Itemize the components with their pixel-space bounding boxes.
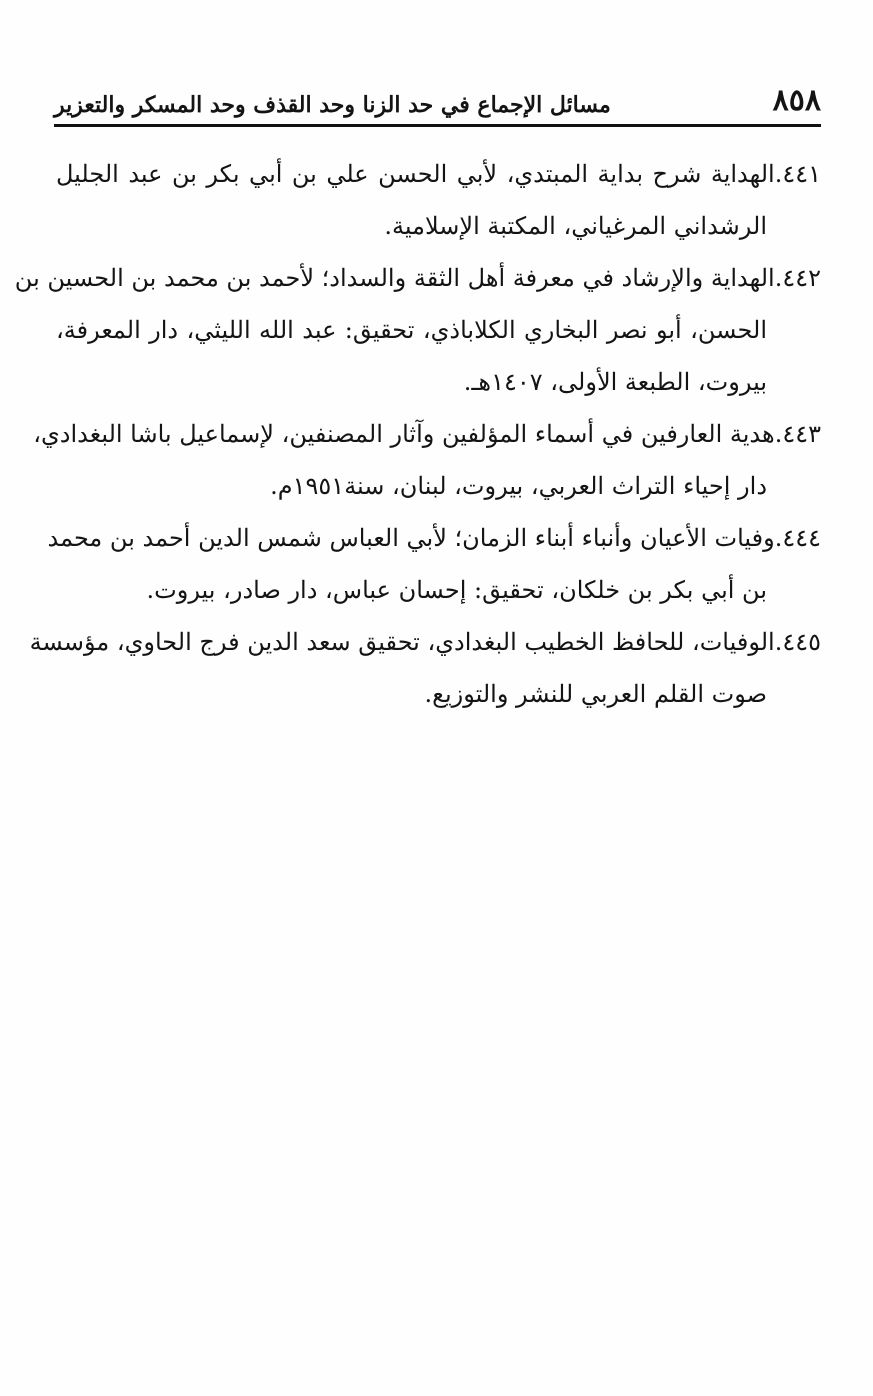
entry-line: صوت القلم العربي للنشر والتوزيع.: [424, 680, 767, 708]
bibliography-entry-441: [56, 148, 821, 252]
bibliography-entry-444: [47, 512, 821, 616]
bibliography-list: [14, 148, 821, 720]
entry-line: ٤٤١.الهداية شرح بداية المبتدي، لأبي الحسن علي بن أبي بكر بن عبد الجليل: [56, 160, 821, 188]
entry-line: بن أبي بكر بن خلكان، تحقيق: إحسان عباس، دار صادر، بيروت.: [146, 576, 767, 604]
page-number: ٨٥٨: [772, 83, 821, 118]
bibliography-entry-442: [14, 252, 821, 408]
bibliography-entry-443: [33, 408, 821, 512]
entry-line: ٤٤٣.هدية العارفين في أسماء المؤلفين وآثار المصنفين، لإسماعيل باشا البغدادي،: [33, 420, 821, 448]
entry-line: الرشداني المرغياني، المكتبة الإسلامية.: [384, 212, 767, 240]
page-header: [54, 80, 821, 124]
entry-line: ٤٤٥.الوفيات، للحافظ الخطيب البغدادي، تحقيق سعد الدين فرج الحاوي، مؤسسة: [29, 628, 821, 656]
entry-line: الحسن، أبو نصر البخاري الكلاباذي، تحقيق: عبد الله الليثي، دار المعرفة،: [56, 316, 767, 344]
running-title: مسائل الإجماع في حد الزنا وحد القذف وحد المسكر والتعزير: [54, 92, 611, 118]
header-rule: [54, 124, 821, 127]
entry-line: ٤٤٤.وفيات الأعيان وأنباء أبناء الزمان؛ لأبي العباس شمس الدين أحمد بن محمد: [47, 524, 821, 552]
bibliography-entry-445: [29, 616, 821, 720]
entry-line: دار إحياء التراث العربي، بيروت، لبنان، سنة١٩٥١م.: [270, 472, 767, 500]
entry-line: ٤٤٢.الهداية والإرشاد في معرفة أهل الثقة والسداد؛ لأحمد بن محمد بن الحسين بن: [14, 264, 821, 292]
entry-line: بيروت، الطبعة الأولى، ١٤٠٧هـ.: [463, 368, 767, 396]
